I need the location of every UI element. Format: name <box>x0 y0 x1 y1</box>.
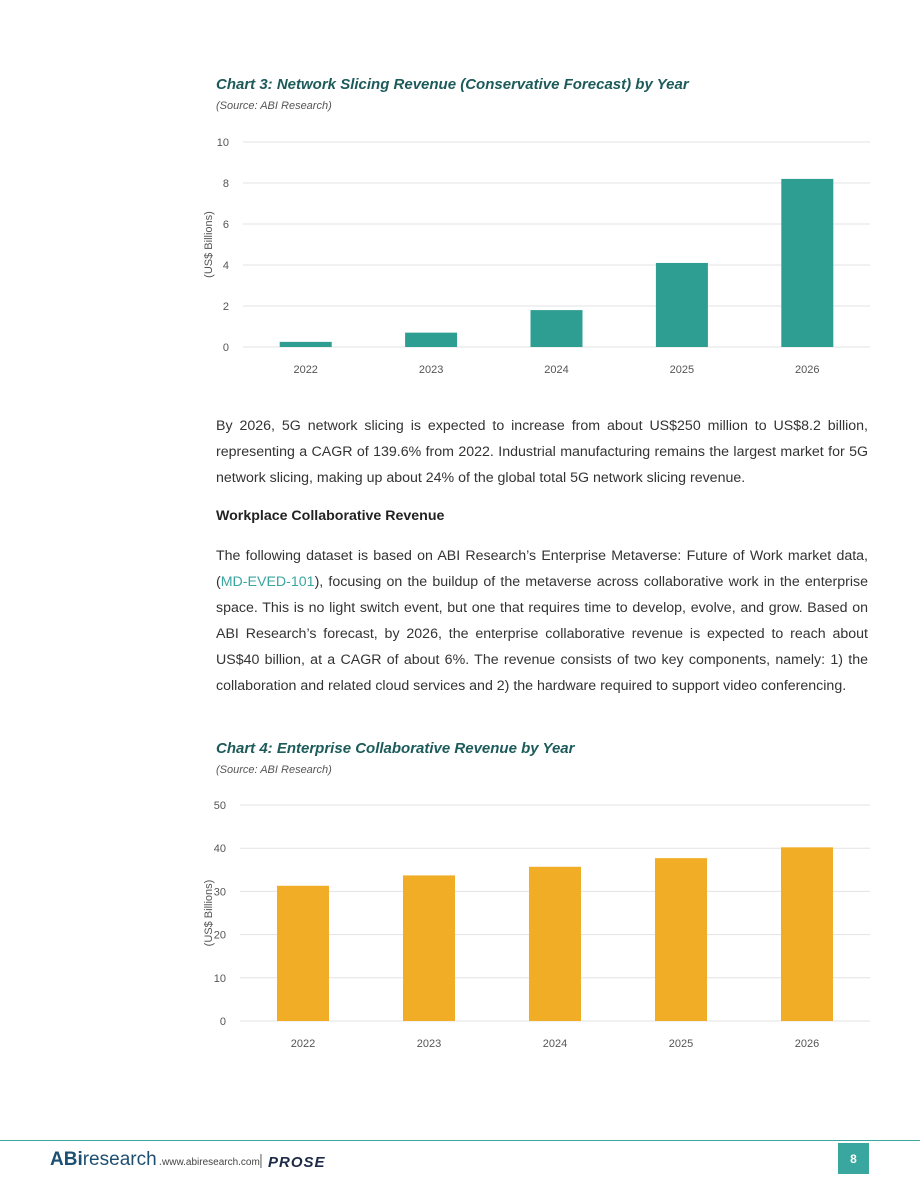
paragraph-collaborative-revenue <box>216 543 868 699</box>
bar-2025 <box>656 263 708 347</box>
x-tick-label: 2024 <box>542 1038 568 1050</box>
x-tick-label: 2023 <box>418 364 444 376</box>
y-axis-label: (US$ Billions) <box>203 211 215 278</box>
x-tick-label: 2024 <box>544 364 569 376</box>
bar-2023 <box>405 333 457 347</box>
footer-separator: | <box>259 1152 263 1169</box>
x-tick-label: 2022 <box>290 1038 316 1050</box>
section-heading-workplace: Workplace Collaborative Revenue <box>216 508 445 524</box>
y-tick-label: 20 <box>213 929 226 942</box>
x-tick-label: 2026 <box>795 364 820 376</box>
page-number: 8 <box>838 1143 869 1174</box>
x-tick-label: 2025 <box>668 1038 694 1050</box>
bar-2022 <box>277 886 329 1021</box>
bar-2024 <box>531 310 583 347</box>
y-tick-label: 50 <box>213 800 226 812</box>
paragraph-network-slicing: By 2026, 5G network slicing is expected to increase from about US$250 million to US$8.2 billion, representing a CAGR of 139.6% from 2022. Industrial manufacturing remains the largest market for 5G network slicing, making up about 24% of the global total 5G network slicing revenue. <box>216 418 868 486</box>
chart-3 <box>190 130 880 380</box>
y-tick-label: 0 <box>222 342 229 354</box>
x-tick-label: 2022 <box>293 364 318 376</box>
y-tick-label: 30 <box>213 886 226 899</box>
chart-3-title: Chart 3: Network Slicing Revenue (Conservative Forecast) by Year <box>216 76 689 93</box>
y-tick-label: 6 <box>222 219 229 231</box>
y-tick-label: 40 <box>213 843 226 856</box>
chart-4-title: Chart 4: Enterprise Collaborative Revenue by Year <box>216 740 575 757</box>
logo-abi: ABi <box>50 1149 83 1170</box>
chart-4 <box>190 794 880 1054</box>
chart-3-source: (Source: ABI Research) <box>216 100 332 112</box>
y-tick-label: 10 <box>213 972 226 985</box>
y-tick-label: 4 <box>222 260 229 272</box>
chart-4-source: (Source: ABI Research) <box>216 764 332 776</box>
x-tick-label: 2026 <box>794 1038 820 1050</box>
x-tick-label: 2023 <box>416 1038 442 1050</box>
md-eved-101-link[interactable]: MD-EVED-101 <box>220 574 315 590</box>
y-axis-label: (US$ Billions) <box>203 879 215 947</box>
logo-research: research <box>82 1149 157 1170</box>
prose-logo: PROSE <box>268 1154 326 1171</box>
footer-url-link[interactable]: www.abiresearch.com <box>162 1157 260 1168</box>
y-tick-label: 10 <box>216 137 229 149</box>
paragraph-2-part-1: The following dataset is based on ABI Research’s Enterprise Metaverse: Future of Work market data, ( <box>216 548 868 590</box>
abi-research-logo[interactable] <box>50 1149 164 1171</box>
bar-2025 <box>655 858 707 1021</box>
bar-2024 <box>529 867 581 1021</box>
bar-2026 <box>781 179 833 347</box>
y-tick-label: 8 <box>222 178 229 190</box>
bar-2023 <box>403 875 455 1021</box>
y-tick-label: 0 <box>219 1016 226 1028</box>
logo-separator: . <box>158 1153 163 1168</box>
paragraph-2-part-2: ), focusing on the buildup of the metaverse across collaborative work in the enterprise space. This is no light switch event, but one that requires time to develop, evolve, and grow. Based on ABI Research’s forecast, by 2026, the enterprise collaborative revenue is expected to reach about US$40 billion, at a CAGR of about 6%. The revenue consists of two key components, namely: 1) the collaboration and related cloud services and 2) the hardware required to support video conferencing. <box>216 574 868 694</box>
x-tick-label: 2025 <box>669 364 695 376</box>
footer-divider <box>0 1140 920 1141</box>
bar-2026 <box>781 847 833 1021</box>
bar-2022 <box>280 342 332 347</box>
y-tick-label: 2 <box>222 301 229 313</box>
